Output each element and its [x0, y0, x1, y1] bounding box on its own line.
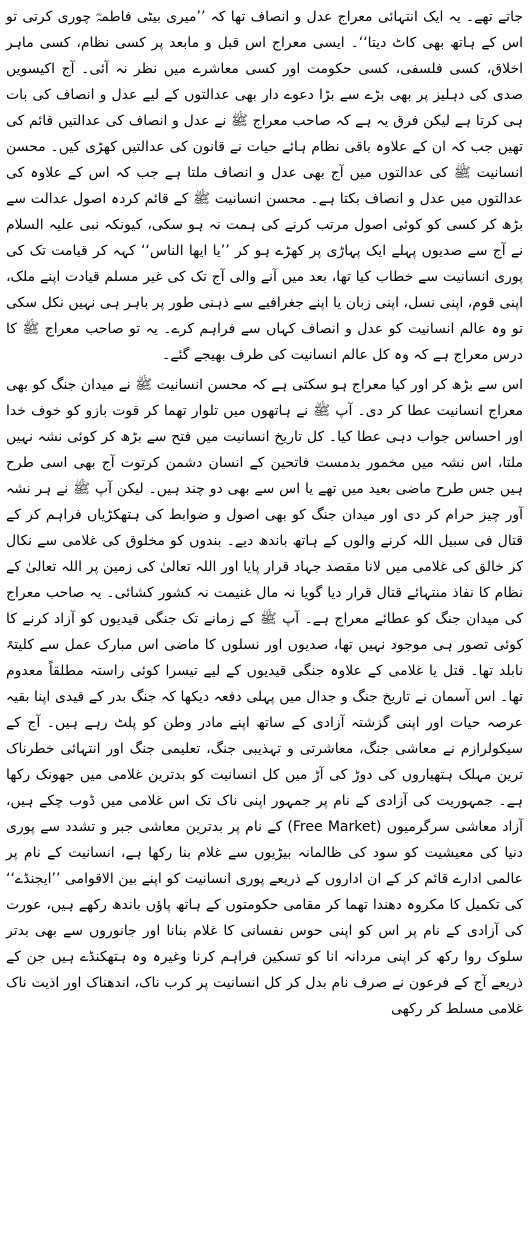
article-paragraph-1: جاتے تھے۔ یہ ایک انتہائی معراج عدل و انصاف تھا کہ ’’میری بیٹی فاطمہؓ چوری کرتی تو اس کے ہاتھ بھی کاٹ دیتا‘‘۔ ایسی معراج اس قبل و مابعد پر کسی نظام، کسی ماہر اخلاق، کسی فلسفی، کسی حکومت اور کسی معاشرے میں نظر نہ آئی۔ آج اکیسویں صدی کی دہلیز پر بھی بڑے سے بڑا دعوے دار بھی عدالتوں کے لیے عدل و انصاف کی بات ہی کرتا ہے لیکن فرق یہ ہے کہ صاحب معراج ﷺ نے عدل و انصاف کی عدالتیں قائم کی تھیں جب کہ ان کے علاوہ باقی نظام ہائے حیات نے قانون کی عدالتیں کھڑی کیں۔ محسن انسانیت ﷺ کی عدالتوں میں آج بھی عدل و انصاف ملتا ہے جب کہ اس کے علاوہ کی عدالتوں میں عدل و انصاف بکتا ہے۔ محسن انسانیت ﷺ کے قائم کردہ اصول عدالت سے بڑھ کر کسی کو کوئی اصول مرتب کرنے کی ہمت نہ ہو سکی، کیونکہ نبی علیہ السلام نے آج سے صدیوں پہلے ایک پہاڑی پر کھڑے ہو کر ’’یا ایھا الناس‘‘ کہہ کر قیامت تک کی پوری انسانیت سے خطاب کیا تھا، بعد میں آنے والی آج تک کی غیر مسلم قیادت اپنے ملک، اپنی قوم، اپنی نسل، اپنی زبان یا اپنے جغرافیے سے ذہنی طور پر باہر ہی نہیں نکل سکی تو وہ عالم انسانیت کو عدل و انصاف کہاں سے فراہم کرے۔ یہ تو صاحب معراج ﷺ کا درس معراج ہے کہ وہ کل عالم انسانیت کی طرف بھیجے گئے۔ [6, 9, 523, 363]
article-paragraph-2: اس سے بڑھ کر اور کیا معراج ہو سکتی ہے کہ محسن انسانیت ﷺ نے میدان جنگ کو بھی معراج انسانیت عطا کر دی۔ آپ ﷺ نے ہاتھوں میں تلوار تھما کر قوت بازو کو خوف خدا اور احساس جواب دہی عطا کیا۔ کل تاریخ انسانیت میں فتح سے بڑھ کر کوئی نشہ نہیں ملتا، اس نشہ میں مخمور بدمست فاتحین کے انسان دشمن کرتوت آج بھی اسی طرح ہیں جس طرح ماضی بعید میں تھے یا اس سے بھی دو چند ہیں۔ لیکن آپ ﷺ نے ہر نشہ آور چیز حرام کر دی اور میدان جنگ کو بھی اصول و ضوابط کی ہتھکڑیاں فراہم کر کے قتال فی سبیل اللہ کرنے والوں کے ہاتھ باندھ دیے۔ بندوں کو مخلوق کی غلامی سے نکال کر خالق کی غلامی میں لانا مقصد جہاد قرار پایا اور اللہ تعالیٰ کی زمین پر اللہ تعالیٰ کے نظام کا نفاذ منتہائے قتال قرار دیا گویا نہ مال غنیمت نہ کشور کشائی۔ یہ صاحب معراج کی میدان جنگ کو عطائے معراج ہے۔ آپ ﷺ کے زمانے تک جنگی قیدیوں کو آزاد کرنے کا کوئی تصور ہی موجود نہیں تھا، صدیوں اور نسلوں کا ماضی اس مبارک عمل سے کلیتہً نابلد تھا۔ قتل یا غلامی کے علاوہ جنگی قیدیوں کے لیے تیسرا کوئی راستہ مطلقاً معدوم تھا۔ اس آسمان نے تاریخ جنگ و جدال میں پہلی دفعہ دیکھا کہ جنگ بدر کے قیدی اپنا بقیہ عرصہ حیات اور اپنی گزشتہ آزادی کے ساتھ اپنے مادر وطن کو پلٹ رہے ہیں۔ آج کے سیکولرازم نے معاشی جنگ، معاشرتی و تہذیبی جنگ، تعلیمی جنگ اور انتہائی خطرناک ترین مہلک ہتھیاروں کی دوڑ کی آڑ میں کل انسانیت کو بدترین غلامی میں جھونک رکھا ہے۔ جمہوریت کی آزادی کے نام پر جمہور اپنی ناک تک اس غلامی میں ڈوب چکے ہیں، آزاد معاشی سرگرمیوں (Free Market) کے نام پر بدترین معاشی جبر و تشدد سے پوری دنیا کی معیشیت کو سود کی ظالمانہ بیڑیوں سے غلام بنا رکھا ہے، انسانیت کے نام پر عالمی ادارے قائم کر کے ان اداروں کے ذریعے پوری انسانیت کو اپنے بین الاقوامی ’’ایجنڈے‘‘ کی تکمیل کا مکروہ دھندا تھما کر مقامی حکومتوں کے ہاتھ پاؤں باندھ رکھے ہیں، عورت کی آزادی کے نام پر اس کو اپنی حوس نفسانی کا غلام بنانا اور جانوروں سے بھی بدتر سلوک روا رکھ کر اپنی مردانہ انا کو تسکین فراہم کرنا وغیرہ وہ ہتھکنڈے ہیں جن کے ذریعے آج کے فرعون نے صرف نام بدل کر کل انسانیت پر کرب ناک، اندھناک اور اذیت ناک غلامی مسلط کر رکھی [6, 377, 523, 1017]
